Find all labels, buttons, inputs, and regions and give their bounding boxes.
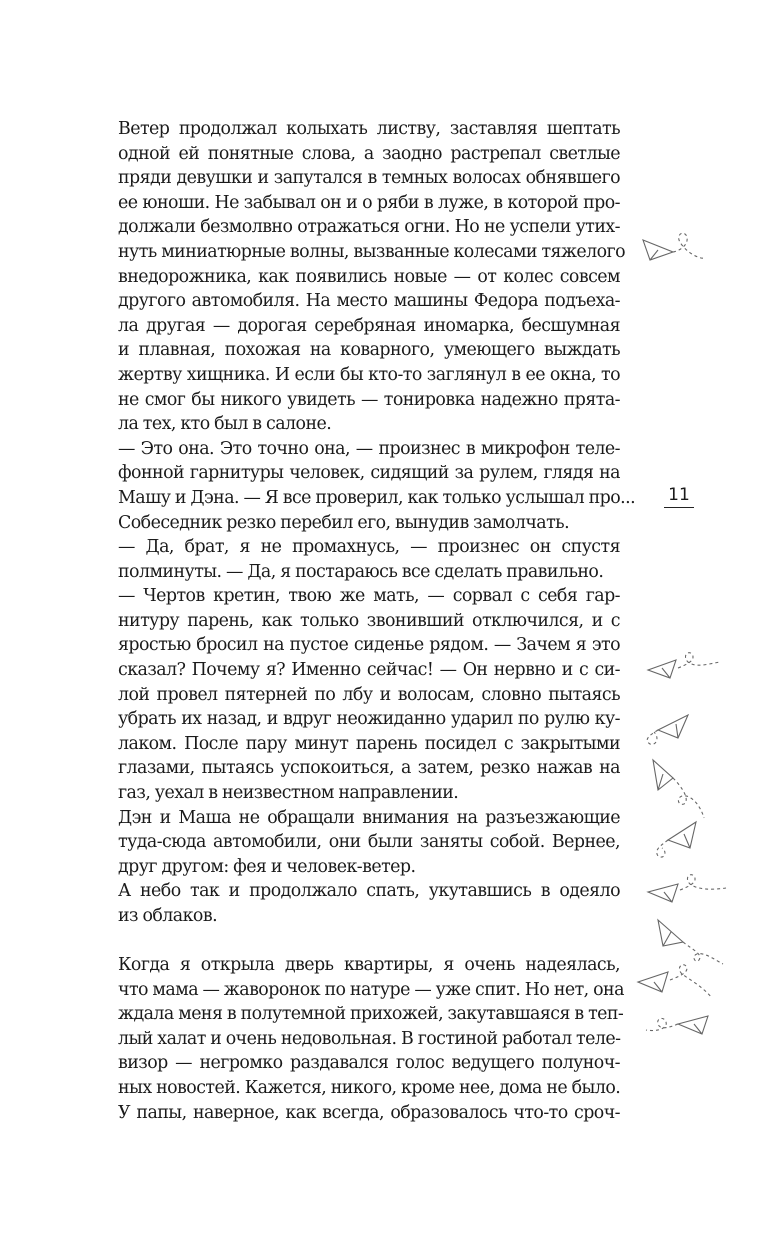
text-line: глазами, пытаясь успокоиться, а затем, резко нажав на	[118, 758, 620, 779]
text-line: ла тех, кто был в салоне.	[118, 414, 332, 435]
text-line: Дэн и Маша не обращали внимания на разъезжающие	[118, 807, 620, 828]
text-line: убрать их назад, и вдруг неожиданно ударил по рулю ку-	[118, 709, 620, 730]
paper-plane-icon	[646, 1016, 708, 1034]
paper-plane-icon	[658, 920, 723, 964]
text-line: Когда я открыла дверь квартиры, я очень надеялась,	[118, 955, 620, 975]
text-line: — Это она. Это точно она, — произнес в микрофон теле-	[118, 438, 620, 459]
text-line: А небо так и продолжало спать, укутавшись в одеяло	[118, 881, 620, 902]
text-line: яростью бросил на пустое сиденье рядом. — Зачем я это	[118, 635, 620, 656]
paper-plane-icon	[647, 715, 688, 744]
text-line: что мама — жаворонок по натуре — уже спит. Но нет, она	[118, 979, 624, 1000]
text-line: полминуты. — Да, я постараюсь все сделать правильно.	[118, 561, 604, 582]
text-line: и плавная, похожая на коварного, умеющего выждать	[118, 340, 620, 361]
text-line: нитуру парень, как только звонивший отключился, и с	[118, 610, 620, 631]
text-line: друг другом: фея и человек-ветер.	[118, 856, 416, 877]
text-line: визор — негромко раздавался голос ведущего полуноч-	[118, 1053, 620, 1074]
paper-plane-icon	[648, 875, 726, 902]
page-number: 11	[664, 485, 694, 508]
text-line: нуть миниатюрные волны, вызванные колесами тяжелого	[118, 241, 626, 262]
text-line: — Да, брат, я не промахнусь, — произнес он спустя	[118, 537, 620, 558]
text-line: должали безмолвно отражаться огни. Но не успели утих-	[118, 217, 620, 238]
text-line: жертву хищника. И если бы кто-то заглянул в ее окна, то	[118, 364, 620, 385]
text-line: внедорожника, как появились новые — от колес совсем	[118, 266, 620, 287]
text-line: лой провел пятерней по лбу и волосам, словно пытаясь	[118, 684, 620, 705]
paper-plane-icon	[653, 760, 704, 818]
text-line: туда-сюда автомобили, они были заняты собой. Вернее,	[118, 832, 620, 853]
text-line: одной ей понятные слова, а заодно растрепал светлые	[118, 143, 620, 164]
text-line: сказал? Почему я? Именно сейчас! — Он нервно и с си-	[118, 660, 620, 681]
paper-plane-decoration	[628, 200, 768, 1100]
text-line: У папы, наверное, как всегда, образовалось что-то сроч-	[118, 1102, 620, 1123]
text-line: Машу и Дэна. — Я все проверил, как только услышал про...	[118, 487, 636, 508]
text-line: Ветер продолжал колыхать листву, заставляя шептать	[118, 119, 620, 139]
paper-plane-icon	[638, 965, 712, 998]
paper-plane-icon	[657, 822, 696, 857]
text-line: пряди девушки и запутался в темных волосах обнявшего	[118, 168, 620, 189]
text-line: ее юноши. Не забывал он и о ряби в луже, в которой про-	[118, 192, 620, 213]
text-line: из облаков.	[118, 906, 218, 926]
text-line: лый халат и очень недовольная. В гостиной работал теле-	[118, 1028, 621, 1049]
text-block-1	[118, 117, 636, 929]
text-line: — Чертов кретин, твою же мать, — сорвал с себя гар-	[118, 586, 620, 607]
text-line: ждала меня в полутемной прихожей, закутавшаяся в теп-	[118, 1004, 624, 1025]
text-block-2	[118, 953, 624, 1125]
text-line: ла другая — дорогая серебряная иномарка, бесшумная	[118, 315, 620, 336]
text-line: лаком. После пару минут парень посидел с закрытыми	[118, 733, 620, 754]
text-line: не смог бы никого увидеть — тонировка надежно прята-	[118, 389, 620, 410]
paper-plane-icon	[648, 653, 720, 678]
text-line: ных новостей. Кажется, никого, кроме нее, дома не было.	[118, 1077, 621, 1098]
text-line: другого автомобиля. На место машины Федора подъеха-	[118, 291, 620, 312]
text-line: газ, уехал в неизвестном направлении.	[118, 783, 459, 804]
paper-plane-icon	[643, 233, 706, 260]
text-line: Собеседник резко перебил его, вынудив замолчать.	[118, 512, 570, 533]
text-line: фонной гарнитуры человек, сидящий за рулем, глядя на	[118, 463, 620, 484]
